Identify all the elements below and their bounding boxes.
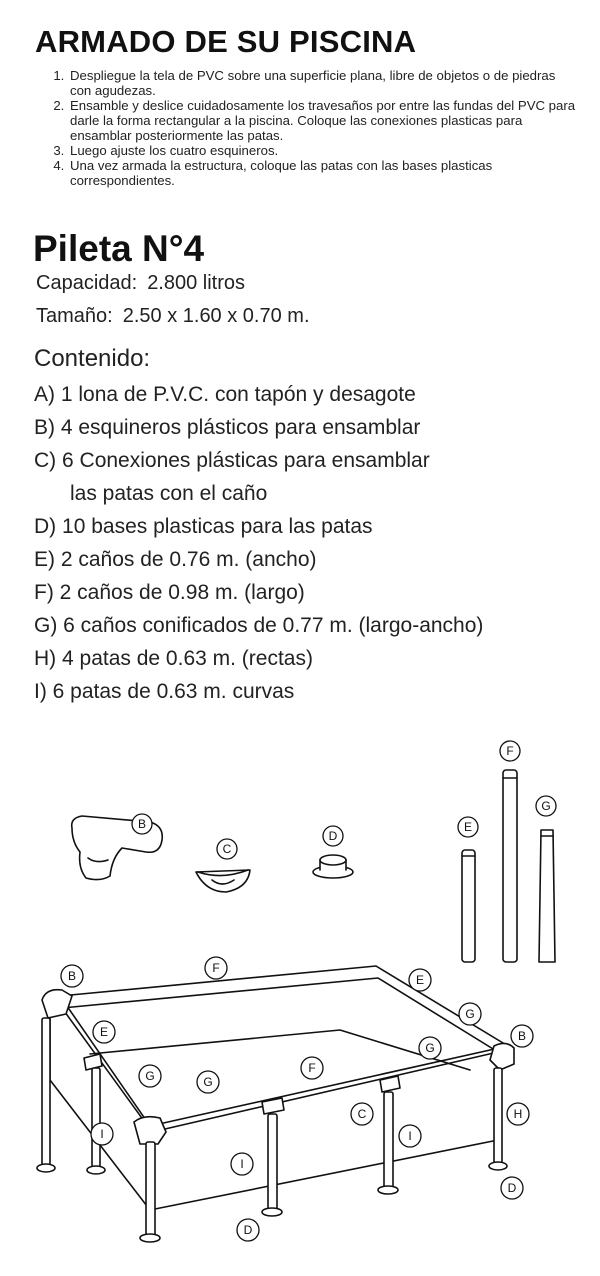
- svg-text:G: G: [425, 1041, 435, 1055]
- svg-text:B: B: [517, 1029, 527, 1043]
- svg-text:I: I: [408, 1129, 412, 1143]
- pipe-e-illustration: [462, 850, 475, 962]
- label-d-right: [501, 1177, 523, 1199]
- label-d-front: [237, 1219, 259, 1241]
- label-g-front: [197, 1071, 219, 1093]
- label-d-part: [323, 826, 343, 846]
- label-e-top: [409, 969, 431, 991]
- label-e-left: [93, 1021, 115, 1043]
- label-c-front: [351, 1103, 373, 1125]
- label-c-part: [217, 839, 237, 859]
- label-i-front: [231, 1153, 253, 1175]
- svg-text:C: C: [222, 842, 232, 856]
- label-h-right: [507, 1103, 529, 1125]
- contents-heading: Contenido:: [34, 345, 151, 372]
- capacity-row: [36, 272, 245, 295]
- model-name: Pileta N°4: [33, 228, 205, 269]
- label-b-right: [511, 1025, 533, 1047]
- size-row: [36, 305, 310, 328]
- svg-text:E: E: [463, 820, 473, 834]
- svg-text:D: D: [243, 1223, 253, 1237]
- svg-text:F: F: [308, 1061, 316, 1075]
- contents-list: [34, 378, 483, 708]
- svg-text:F: F: [212, 961, 220, 975]
- svg-text:G: G: [465, 1007, 475, 1021]
- label-b-left: [61, 965, 83, 987]
- size-label: Tamaño:: [36, 305, 113, 327]
- leg-base-illustration: [313, 855, 353, 878]
- svg-text:E: E: [99, 1025, 109, 1039]
- svg-text:G: G: [541, 799, 551, 813]
- label-g-right: [419, 1037, 441, 1059]
- capacity-value: 2.800 litros: [147, 272, 246, 294]
- contents-item-i: I) 6 patas de 0.63 m. curvas: [34, 680, 295, 703]
- pipe-f-illustration: [503, 770, 517, 962]
- contents-item-a: A) 1 lona de P.V.C. con tapón y desagote: [34, 383, 416, 406]
- page-title: ARMADO DE SU PISCINA: [35, 24, 417, 59]
- svg-text:C: C: [357, 1107, 367, 1121]
- label-f-part: [500, 741, 520, 761]
- label-b-part: [132, 814, 152, 834]
- label-f-front: [301, 1057, 323, 1079]
- svg-text:H: H: [513, 1107, 523, 1121]
- svg-text:G: G: [203, 1075, 213, 1089]
- capacity-label: Capacidad:: [36, 272, 138, 294]
- label-e-part: [458, 817, 478, 837]
- svg-text:F: F: [506, 744, 514, 758]
- label-g-part: [536, 796, 556, 816]
- assembly-diagram: [0, 730, 600, 1276]
- step-2: 2. Ensamble y deslice cuidadosamente los travesaños por entre las fundas del PVC para darle la forma rectangular a la piscina. Coloque las conexiones plasticas para ensamblar posteriormente las patas.: [68, 98, 576, 143]
- svg-text:G: G: [145, 1069, 155, 1083]
- label-f-top: [205, 957, 227, 979]
- svg-text:I: I: [100, 1127, 104, 1141]
- svg-text:D: D: [507, 1181, 517, 1195]
- contents-item-c: C) 6 Conexiones plásticas para ensamblar las patas con el caño: [34, 449, 430, 505]
- assembly-steps: [46, 68, 576, 188]
- assembled-pool-illustration: [37, 966, 514, 1242]
- pipe-g-illustration: [539, 830, 555, 962]
- svg-text:B: B: [67, 969, 77, 983]
- label-g-top: [459, 1003, 481, 1025]
- svg-text:D: D: [328, 829, 338, 843]
- label-i-left: [91, 1123, 113, 1145]
- step-3: 3. Luego ajuste los cuatro esquineros.: [68, 143, 576, 158]
- contents-item-b: B) 4 esquineros plásticos para ensamblar: [34, 416, 421, 439]
- connector-illustration: [196, 870, 250, 892]
- svg-text:I: I: [240, 1157, 244, 1171]
- contents-item-d: D) 10 bases plasticas para las patas: [34, 515, 373, 538]
- contents-item-f: F) 2 caños de 0.98 m. (largo): [34, 581, 305, 604]
- size-value: 2.50 x 1.60 x 0.70 m.: [122, 305, 310, 327]
- label-g-left: [139, 1065, 161, 1087]
- contents-item-g: G) 6 caños conificados de 0.77 m. (largo-ancho): [34, 614, 484, 637]
- svg-text:B: B: [137, 817, 147, 831]
- step-4: 4. Una vez armada la estructura, coloque las patas con las bases plasticas correspondientes.: [68, 158, 576, 188]
- contents-item-e: E) 2 caños de 0.76 m. (ancho): [34, 548, 317, 571]
- label-i-right: [399, 1125, 421, 1147]
- contents-item-h: H) 4 patas de 0.63 m. (rectas): [34, 647, 313, 670]
- svg-text:E: E: [415, 973, 425, 987]
- step-1: 1. Despliegue la tela de PVC sobre una superficie plana, libre de objetos o de piedras con agudezas.: [68, 68, 576, 98]
